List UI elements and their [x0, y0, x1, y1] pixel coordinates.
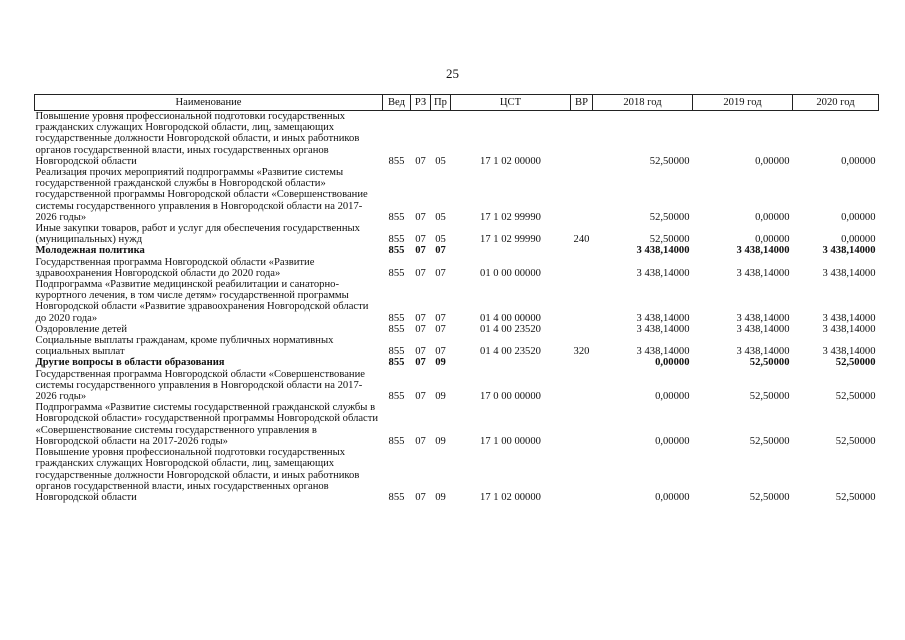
cell-2018: 3 438,14000 [636, 346, 690, 358]
table-row [35, 402, 879, 447]
cell-rz: 07 [415, 267, 426, 279]
cell-name: Иные закупки товаров, работ и услуг для обеспечения государственных (муниципальных) нужд [35, 223, 360, 246]
cell-2020: 0,00000 [841, 234, 876, 246]
cell-pr: 09 [435, 357, 446, 369]
cell-2019: 3 438,14000 [736, 323, 790, 335]
cell-pr: 07 [435, 245, 446, 257]
cell-ved: 855 [388, 357, 405, 369]
cell-cst [451, 245, 571, 256]
cell-rz: 07 [415, 234, 426, 246]
cell-2020: 0,00000 [841, 211, 876, 223]
cell-2020: 0,00000 [841, 155, 876, 167]
cell-2020: 52,50000 [835, 391, 876, 403]
cell-ved: 855 [388, 267, 405, 279]
cell-vr [571, 111, 593, 168]
table-row [35, 369, 879, 403]
cell-pr: 07 [435, 267, 446, 279]
cell-2019: 3 438,14000 [736, 312, 790, 324]
cell-pr: 09 [435, 391, 446, 403]
cell-ved: 855 [388, 391, 405, 403]
cell-2019: 3 438,14000 [736, 346, 790, 358]
cell-cst: 17 1 00 00000 [480, 435, 541, 447]
cell-rz: 07 [415, 435, 426, 447]
cell-cst: 17 1 02 99990 [480, 234, 541, 246]
cell-2018: 52,50000 [649, 155, 690, 167]
cell-vr [571, 245, 593, 256]
cell-name: Подпрограмма «Развитие системы государственной гражданской службы в Новгородской области» государственной программы Новгородской области «Совершенствование системы государственного управления в Новгородской области на 2017-2026 годы» [35, 402, 379, 447]
cell-vr [571, 257, 593, 279]
header-cst: ЦСТ [451, 95, 571, 111]
cell-name: Оздоровление детей [35, 323, 128, 335]
cell-rz: 07 [415, 491, 426, 503]
cell-2018: 0,00000 [655, 357, 690, 369]
cell-rz: 07 [415, 211, 426, 223]
cell-rz: 07 [415, 391, 426, 403]
header-2019: 2019 год [693, 95, 793, 111]
header-2020: 2020 год [793, 95, 879, 111]
cell-pr: 05 [435, 211, 446, 223]
cell-name: Социальные выплаты гражданам, кроме публичных нормативных социальных выплат [35, 335, 334, 358]
cell-2019: 52,50000 [749, 491, 790, 503]
cell-2020: 3 438,14000 [822, 267, 876, 279]
cell-pr: 05 [435, 234, 446, 246]
cell-name: Молодежная политика [35, 245, 145, 257]
cell-ved: 855 [388, 234, 405, 246]
cell-vr [571, 357, 593, 368]
cell-pr: 07 [435, 346, 446, 358]
cell-2020: 3 438,14000 [822, 346, 876, 358]
cell-cst: 01 0 00 00000 [480, 267, 541, 279]
cell-cst: 17 1 02 00000 [480, 491, 541, 503]
cell-pr: 05 [435, 155, 446, 167]
table-row [35, 167, 879, 223]
cell-vr: 320 [573, 346, 590, 358]
table-body [35, 111, 879, 504]
header-pr: Пр [431, 95, 451, 111]
cell-2019: 0,00000 [755, 211, 790, 223]
cell-name: Реализация прочих мероприятий подпрограммы «Развитие системы государственной гражданской службы в Новгородской области» государственной программы Новгородской области «Совершенствование системы государственного управления в Новгородской области на 2017-2026 годы» [35, 167, 368, 223]
table-row [35, 357, 879, 368]
cell-2018: 0,00000 [655, 391, 690, 403]
cell-vr [571, 279, 593, 324]
cell-vr [571, 324, 593, 335]
cell-2018: 3 438,14000 [636, 245, 690, 257]
cell-vr [571, 402, 593, 447]
cell-2019: 0,00000 [755, 155, 790, 167]
header-name: Наименование [35, 95, 383, 111]
cell-ved: 855 [388, 312, 405, 324]
budget-table [34, 94, 879, 503]
header-vr: ВР [571, 95, 593, 111]
cell-2018: 0,00000 [655, 435, 690, 447]
cell-2020: 3 438,14000 [822, 245, 876, 257]
cell-name: Подпрограмма «Развитие медицинской реабилитации и санаторно-курортного лечения, в том числе детям» государственной программы Новгородской области «Развитие здравоохранения Новгородской области до 2020 года» [35, 279, 369, 324]
cell-cst: 17 1 02 99990 [480, 211, 541, 223]
table-row [35, 335, 879, 357]
cell-name: Повышение уровня профессиональной подготовки государственных гражданских служащих Новгородской области, лиц, замещающих государственные должности Новгородской области, и иных работников органов государственной власти, иных государственных органов Новгородской области [35, 447, 360, 503]
cell-rz: 07 [415, 312, 426, 324]
cell-vr [571, 369, 593, 403]
cell-cst: 01 4 00 00000 [480, 312, 541, 324]
cell-ved: 855 [388, 346, 405, 358]
cell-vr: 240 [573, 234, 590, 246]
cell-name: Государственная программа Новгородской области «Совершенствование системы государственного управления в Новгородской области на 2017-2026 годы» [35, 368, 365, 403]
table-row [35, 223, 879, 245]
cell-2020: 52,50000 [835, 435, 876, 447]
table-row [35, 111, 879, 168]
table-row [35, 245, 879, 256]
page-number: 25 [446, 66, 459, 81]
cell-2018: 52,50000 [649, 234, 690, 246]
table-row [35, 279, 879, 324]
cell-2018: 3 438,14000 [636, 312, 690, 324]
cell-name: Государственная программа Новгородской области «Развитие здравоохранения Новгородской области до 2020 года» [35, 256, 315, 279]
cell-ved: 855 [388, 435, 405, 447]
cell-pr: 09 [435, 491, 446, 503]
cell-cst: 17 0 00 00000 [480, 391, 541, 403]
table-header-row [35, 95, 879, 111]
cell-ved: 855 [388, 155, 405, 167]
cell-2018: 0,00000 [655, 491, 690, 503]
table-row [35, 324, 879, 335]
cell-ved: 855 [388, 491, 405, 503]
cell-cst: 01 4 00 23520 [480, 346, 541, 358]
table-row [35, 257, 879, 279]
cell-2018: 3 438,14000 [636, 323, 690, 335]
header-2018: 2018 год [593, 95, 693, 111]
cell-2020: 3 438,14000 [822, 323, 876, 335]
header-ved: Вед [383, 95, 411, 111]
cell-ved: 855 [388, 245, 405, 257]
cell-2019: 52,50000 [749, 391, 790, 403]
header-rz: РЗ [411, 95, 431, 111]
cell-2019: 0,00000 [755, 234, 790, 246]
cell-cst: 17 1 02 00000 [480, 155, 541, 167]
cell-2020: 3 438,14000 [822, 312, 876, 324]
cell-pr: 07 [435, 323, 446, 335]
cell-rz: 07 [415, 357, 426, 369]
cell-2019: 3 438,14000 [736, 267, 790, 279]
cell-vr [571, 167, 593, 223]
cell-cst: 01 4 00 23520 [480, 323, 541, 335]
cell-rz: 07 [415, 323, 426, 335]
cell-pr: 07 [435, 312, 446, 324]
cell-cst [451, 357, 571, 368]
cell-rz: 07 [415, 155, 426, 167]
cell-rz: 07 [415, 245, 426, 257]
cell-2018: 52,50000 [649, 211, 690, 223]
table-row [35, 447, 879, 503]
cell-2018: 3 438,14000 [636, 267, 690, 279]
cell-ved: 855 [388, 211, 405, 223]
cell-ved: 855 [388, 323, 405, 335]
cell-name: Другие вопросы в области образования [35, 357, 225, 369]
cell-name: Повышение уровня профессиональной подготовки государственных гражданских служащих Новгородской области, лиц, замещающих государственные должности Новгородской области, и иных работников органов государственной власти, иных государственных органов Новгородской области [35, 111, 360, 167]
cell-pr: 09 [435, 435, 446, 447]
cell-2020: 52,50000 [835, 357, 876, 369]
cell-2020: 52,50000 [835, 491, 876, 503]
cell-2019: 52,50000 [749, 357, 790, 369]
cell-2019: 52,50000 [749, 435, 790, 447]
cell-vr [571, 447, 593, 503]
cell-rz: 07 [415, 346, 426, 358]
cell-2019: 3 438,14000 [736, 245, 790, 257]
